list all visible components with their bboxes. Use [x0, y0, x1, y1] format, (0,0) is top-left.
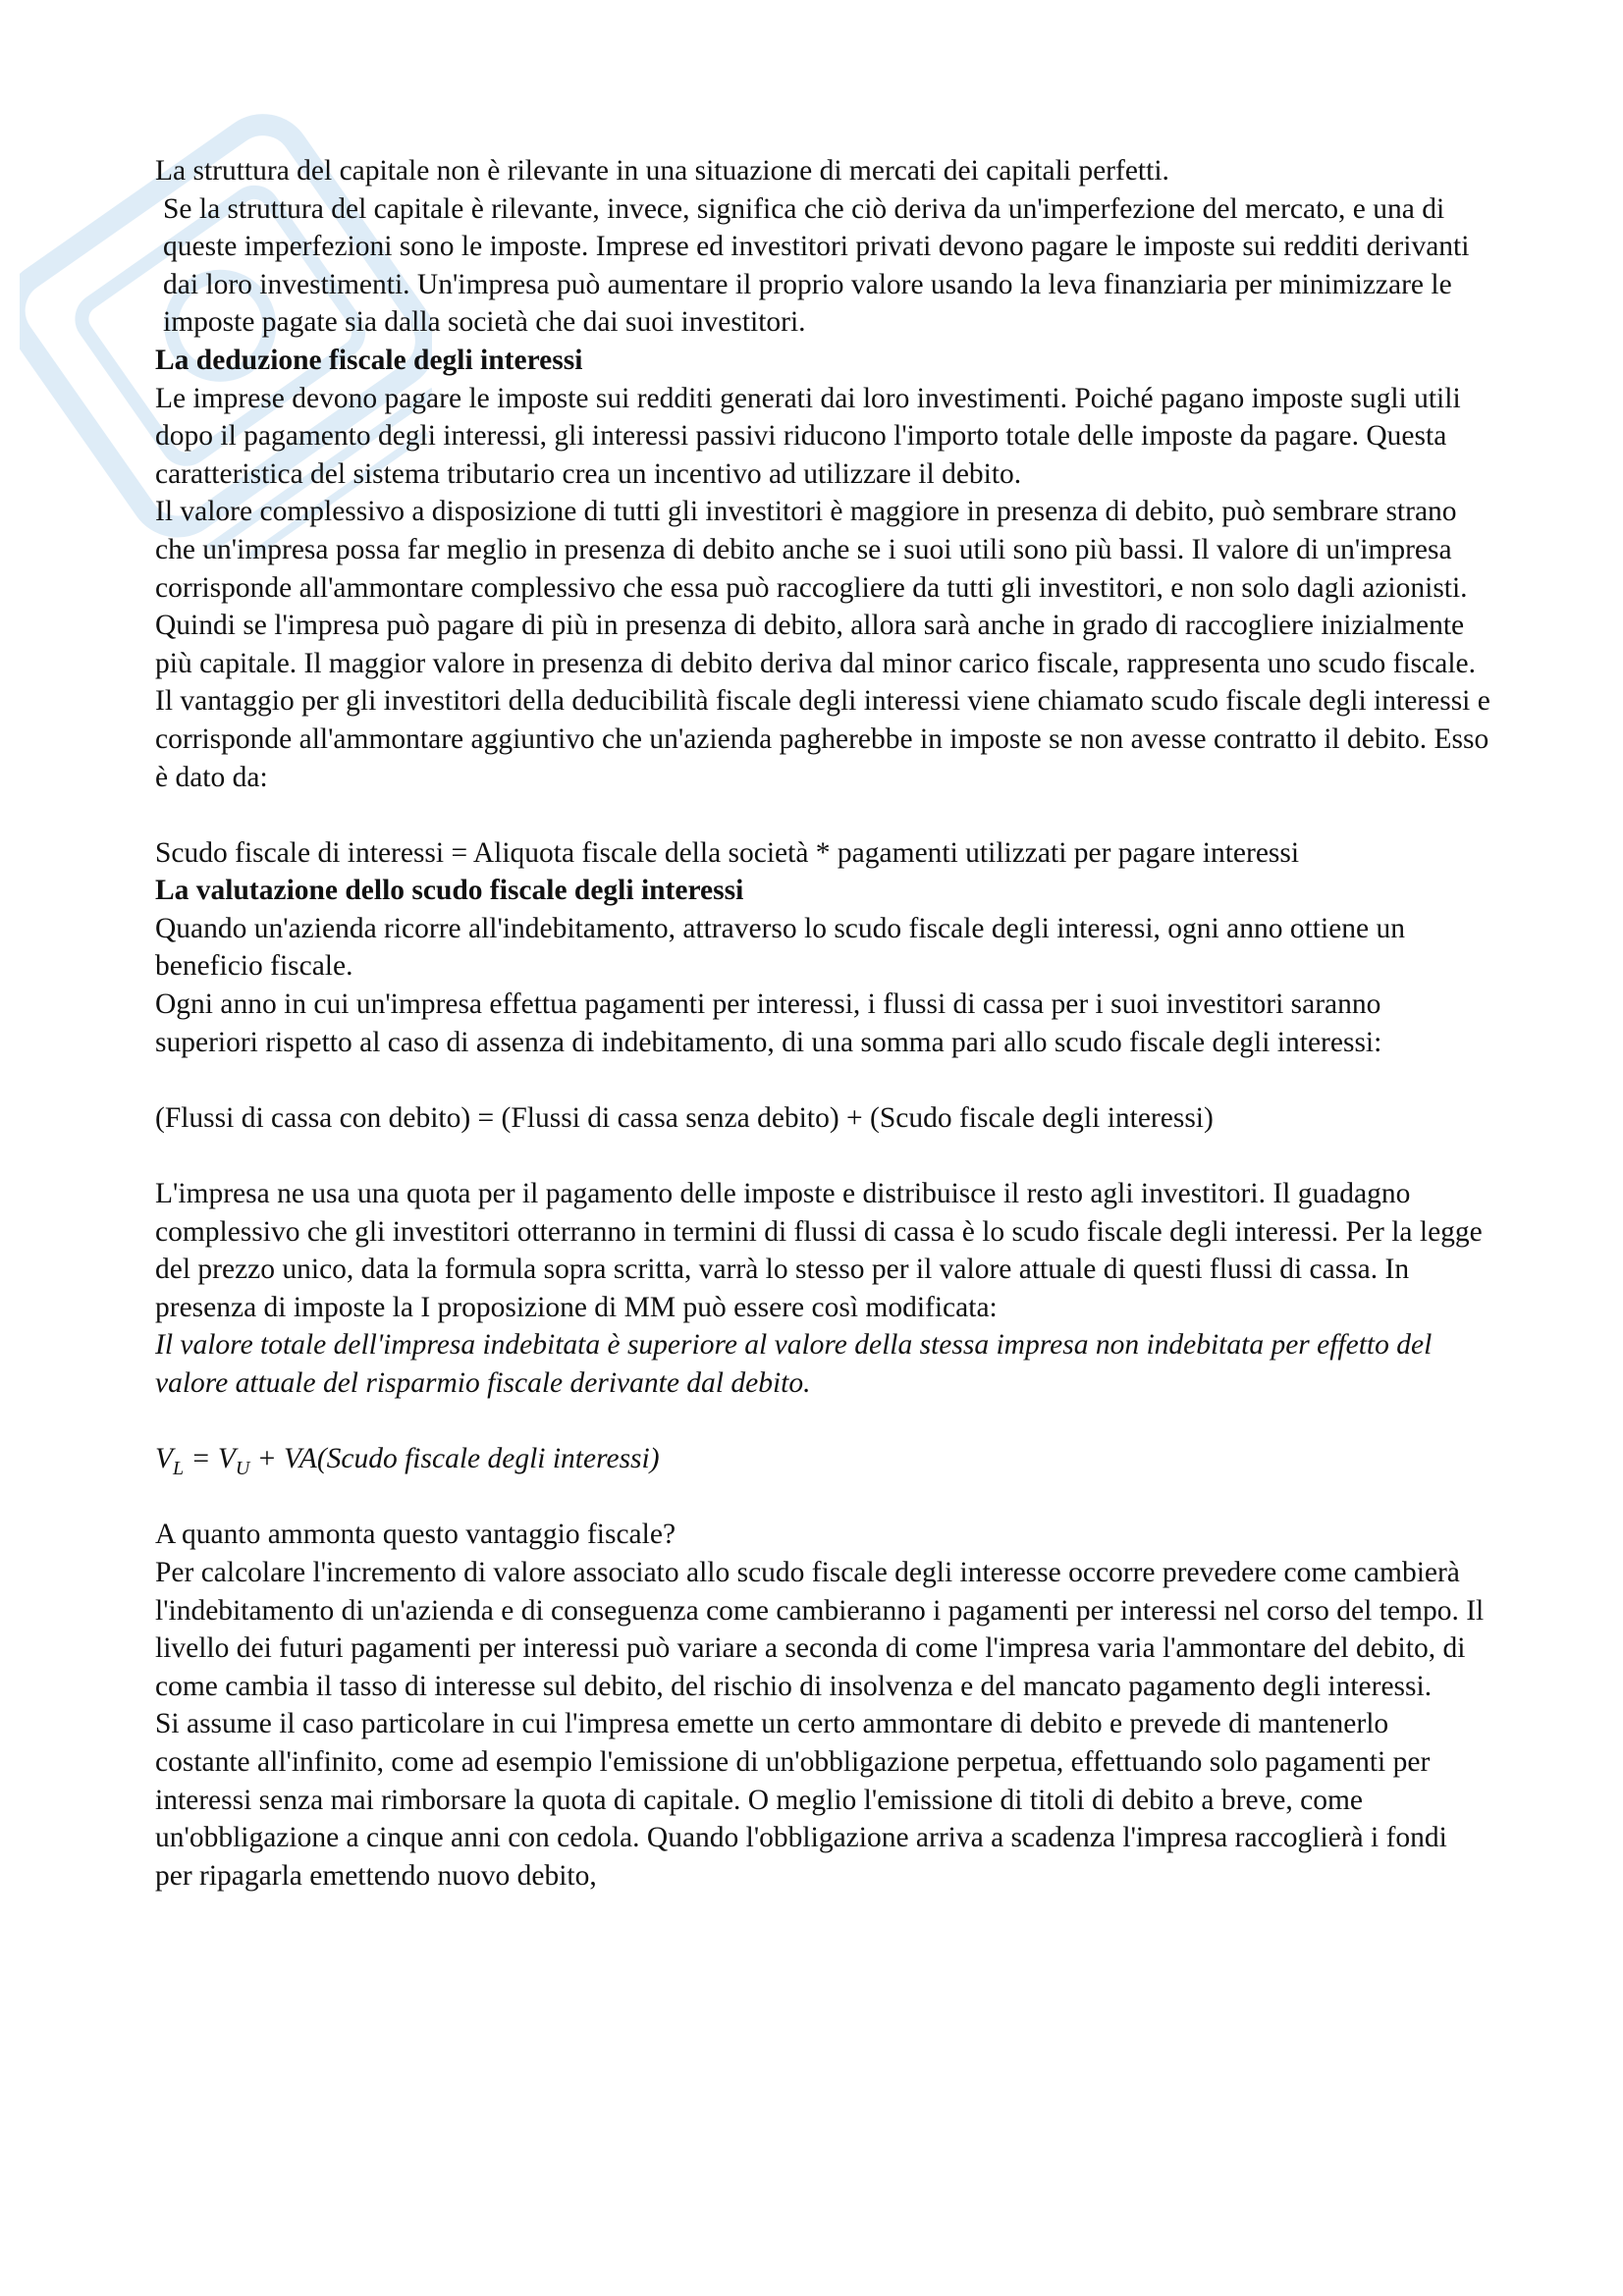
paragraph-tax-shield-definition: Il vantaggio per gli investitori della deducibilità fiscale degli interessi viene chiamato scudo fiscale degli interessi e corrisponde all'ammontare aggiuntivo che un'azienda pagherebbe in imposte se non avesse contratto il debito. Esso è dato da:: [155, 685, 1490, 793]
spacer: [155, 796, 1490, 834]
paragraph-borrowing: Quando un'azienda ricorre all'indebitamento, attraverso lo scudo fiscale degli interessi, ogni anno ottiene un beneficio fiscale.: [155, 912, 1405, 983]
paragraph-law-of-one-price: L'impresa ne usa una quota per il pagamento delle imposte e distribuisce il resto agli investitori. Il guadagno complessivo che gli investitori otterranno in termini di flussi di cassa è lo scudo fiscale degli interessi. Per la legge del prezzo unico, data la formula sopra scritta, varrà lo stesso per il valore attuale di questi flussi di cassa. In presenza di imposte la I proposizione di MM può essere così modificata:: [155, 1178, 1483, 1323]
spacer: [155, 1061, 1490, 1099]
paragraph-calculation: Per calcolare l'incremento di valore associato allo scudo fiscale degli interesse occorre prevedere come cambierà l'indebitamento di un'azienda e di conseguenza come cambieranno i pagamenti per interessi nel corso del tempo. Il livello dei futuri pagamenti per interessi può variare a seconda di come l'impresa varia l'ammontare del debito, di come cambia il tasso di interesse sul debito, del rischio di insolvenza e del mancato pagamento degli interessi.: [155, 1556, 1485, 1702]
heading-tax-shield-valuation: La valutazione dello scudo fiscale degli interessi: [155, 875, 744, 907]
paragraph-capital-structure: Se la struttura del capitale è rilevante, invece, significa che ciò deriva da un'imperfezione del mercato, e una di queste imperfezioni sono le imposte. Imprese ed investitori privati devono pagare le imposte sui redditi derivanti dai loro investimenti. Un'impresa può aumentare il proprio valore usando la leva finanziaria per minimizzare le imposte pagate sia dalla società che dai suoi investitori.: [163, 192, 1470, 339]
formula-equals: =: [184, 1443, 218, 1475]
formula-rest: + VA(Scudo fiscale degli interessi): [249, 1443, 660, 1475]
formula-v-symbol: V: [217, 1443, 236, 1475]
paragraph-total-value: Il valore complessivo a disposizione di tutti gli investitori è maggiore in presenza di debito, può sembrare strano che un'impresa possa far meglio in presenza di debito anche se i suoi utili sono più bassi. Il valore di un'impresa corrisponde all'ammontare complessivo che essa può raccogliere da tutti gli investitori, e non solo dagli azionisti. Quindi se l'impresa può pagare di più in presenza di debito, allora sarà anche in grado di raccogliere inizialmente più capitale. Il maggior valore in presenza di debito deriva dal minor carico fiscale, rappresenta uno scudo fiscale.: [155, 496, 1476, 679]
paragraph-perpetual-debt: Si assume il caso particolare in cui l'impresa emette un certo ammontare di debito e prevede di mantenerlo costante all'infinito, come ad esempio l'emissione di un'obbligazione perpetua, effettuando solo pagamenti per interessi senza mai rimborsare la quota di capitale. O meglio l'emissione di titoli di debito a breve, come un'obbligazione a cinque anni con cedola. Quando l'obbligazione arriva a scadenza l'impresa raccoglierà i fondi per ripagarla emettendo nuovo debito,: [155, 1708, 1447, 1892]
paragraph-taxes: Le imprese devono pagare le imposte sui redditi generati dai loro investimenti. Poiché pagano imposte sugli utili dopo il pagamento degli interessi, gli interessi passivi riducono l'importo totale delle imposte da pagare. Questa caratteristica del sistema tributario crea un incentivo ad utilizzare il debito.: [155, 382, 1461, 490]
paragraph-mm-proposition: Il valore totale dell'impresa indebitata è superiore al valore della stessa impresa non indebitata per effetto del valore attuale del risparmio fiscale derivante dal debito.: [155, 1329, 1433, 1399]
spacer: [155, 1403, 1490, 1441]
paragraph-question: A quanto ammonta questo vantaggio fiscale?: [155, 1519, 676, 1551]
heading-interest-deduction: La deduzione fiscale degli interessi: [155, 344, 583, 376]
document-body: [155, 152, 1490, 1895]
spacer: [155, 1137, 1490, 1175]
spacer: [155, 1478, 1490, 1517]
paragraph-annual-payments: Ogni anno in cui un'impresa effettua pagamenti per interessi, i flussi di cassa per i suoi investitori saranno superiori rispetto al caso di assenza di indebitamento, di una somma pari allo scudo fiscale degli interessi:: [155, 988, 1382, 1058]
formula-cash-flows: (Flussi di cassa con debito) = (Flussi di cassa senza debito) + (Scudo fiscale degli interessi): [155, 1101, 1214, 1134]
formula-sub-l: L: [173, 1458, 185, 1480]
paragraph-intro: La struttura del capitale non è rilevante in una situazione di mercati dei capitali perfetti.: [155, 155, 1169, 187]
formula-v-symbol: V: [155, 1443, 174, 1475]
formula-tax-shield: Scudo fiscale di interessi = Aliquota fiscale della società * pagamenti utilizzati per pagare interessi: [155, 836, 1300, 869]
formula-sub-u: U: [235, 1458, 250, 1480]
formula-levered-value: [155, 1440, 1490, 1478]
